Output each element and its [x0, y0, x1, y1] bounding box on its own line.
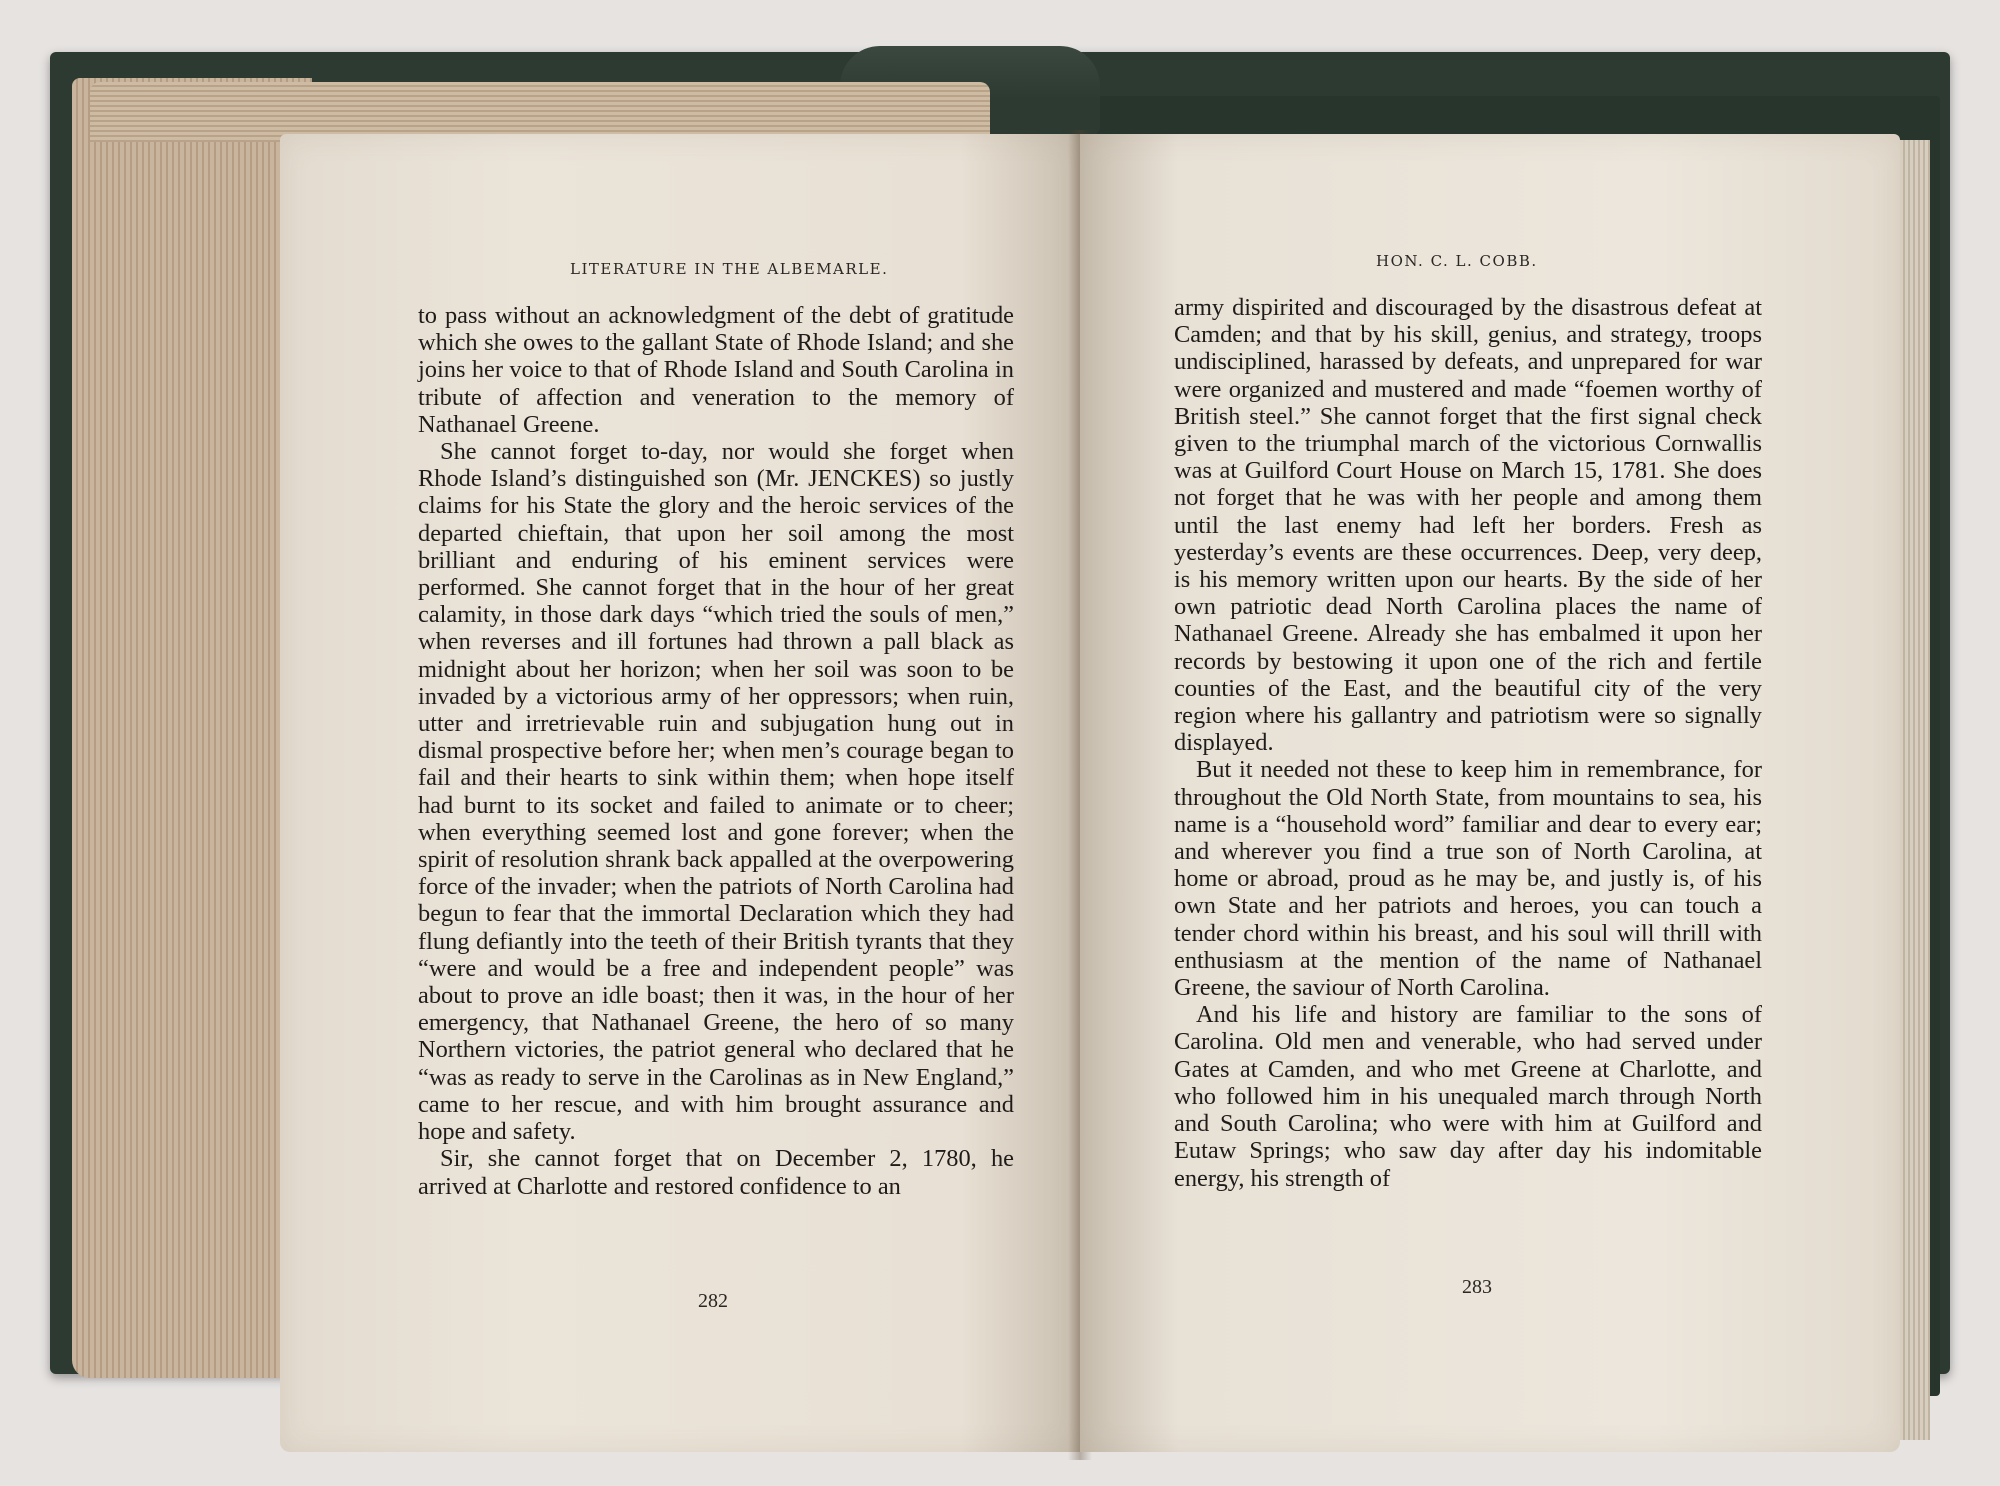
left-paragraph-3: Sir, she cannot forget that on December 2, 1780, he arrived at Charlotte and restored confidence to an: [418, 1145, 1014, 1200]
right-page: [1080, 134, 1900, 1452]
right-paragraph-3: And his life and history are familiar to the sons of Carolina. Old men and venerable, who had served under Gates at Camden, and who met Greene at Charlotte, and who followed him in his unequaled march through North and South Carolina; who were with him at Guilford and Eutaw Springs; who saw day after day his indomitable energy, his strength of: [1174, 1001, 1762, 1192]
left-paragraph-2: She cannot forget to-day, nor would she forget when Rhode Island’s distinguished son (Mr. JENCKES) so justly claims for his State the glory and the heroic services of the departed chieftain, that upon her soil among the most brilliant and enduring of his eminent services were performed. She cannot forget that in the hour of her great calamity, in those dark days “which tried the souls of men,” when reverses and ill fortunes had thrown a pall black as midnight about her horizon; when her soil was soon to be invaded by a victorious army of her oppressors; when ruin, utter and irretrievable ruin and subjugation hung out in dismal prospective before her; when men’s courage began to fail and their hearts to sink within them; when hope itself had burnt to its socket and failed to animate or to cheer; when everything seemed lost and gone forever; when the spirit of resolution shrank back appalled at the overpowering force of the invader; when the patriots of North Carolina had begun to fear that the immortal Declaration which they had flung defiantly into the teeth of their British tyrants that they “were and would be a free and independent people” was about to prove an idle boast; then it was, in the hour of her emergency, that Nathanael Greene, the hero of so many Northern victories, the patriot general who declared that he “was as ready to serve in the Carolinas as in New England,” came to her rescue, and with him brought assurance and hope and safety.: [418, 438, 1014, 1146]
left-text-block: [418, 302, 1014, 1200]
page-edges-top: [90, 82, 990, 142]
right-running-head: HON. C. L. COBB.: [1376, 252, 1538, 270]
left-paragraph-1: to pass without an acknowledgment of the debt of gratitude which she owes to the gallant State of Rhode Island; and she joins her voice to that of Rhode Island and South Carolina in tribute of affection and veneration to the memory of Nathanael Greene.: [418, 302, 1014, 438]
left-running-head: LITERATURE IN THE ALBEMARLE.: [570, 260, 889, 278]
left-page-number: 282: [698, 1290, 728, 1312]
right-paragraph-1: army dispirited and discouraged by the disastrous defeat at Camden; and that by his skill, genius, and strategy, troops undisciplined, harassed by defeats, and unprepared for war were organized and mustered and made “foemen worthy of British steel.” She cannot forget that the first signal check given to the triumphal march of the victorious Cornwallis was at Guilford Court House on March 15, 1781. She does not forget that he was with her people and among them until the last enemy had left her borders. Fresh as yesterday’s events are these occurrences. Deep, very deep, is his memory written upon our hearts. By the side of her own patriotic dead North Carolina places the name of Nathanael Greene. Already she has embalmed it upon her records by bestowing it upon one of the rich and fertile counties of the East, and the beautiful city of the very region where his gallantry and patriotism were so signally displayed.: [1174, 294, 1762, 757]
right-paragraph-2: But it needed not these to keep him in remembrance, for throughout the Old North State, from mountains to sea, his name is a “household word” familiar and dear to every ear; and wherever you find a true son of North Carolina, at home or abroad, proud as he may be, and justly is, of his own State and her patriots and heroes, you can touch a tender chord within his breast, and his soul will thrill with enthusiasm at the mention of the name of Nathanael Greene, the saviour of North Carolina.: [1174, 756, 1762, 1002]
right-page-number: 283: [1462, 1276, 1492, 1298]
right-text-block: [1174, 294, 1762, 1192]
page-edges-left: [72, 78, 312, 1378]
left-page: [280, 134, 1080, 1452]
